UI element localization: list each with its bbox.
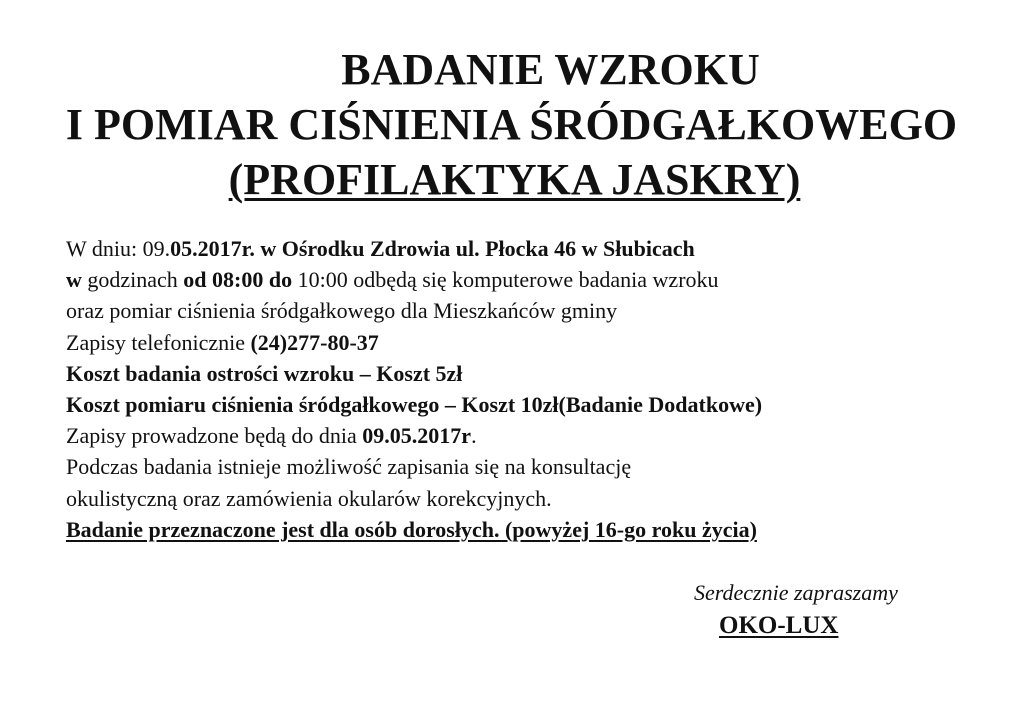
deadline-date: 09.05.2017r [362, 423, 472, 449]
notice-body [66, 233, 996, 545]
cost-vision: Koszt badania ostrości wzroku – Koszt 5zł [66, 360, 463, 386]
signature: OKO-LUX [719, 612, 839, 639]
date-location: 05.2017r. w Ośrodku Zdrowia ul. Płocka 46 w Słubicach [170, 236, 695, 261]
body-line-date [66, 233, 996, 264]
closing-greeting: Serdecznie zapraszamy [694, 580, 898, 605]
body-line-consultation: Podczas badania istnieje możliwość zapisania się na konsultację [66, 454, 632, 480]
body-line-cost-vision [66, 358, 996, 389]
body-line-hours [66, 264, 996, 295]
body-line-adults [66, 514, 996, 545]
deadline-label: Zapisy prowadzone będą do dnia [66, 423, 363, 449]
hours-from-to: od 08:00 do [183, 267, 293, 293]
hours-w: w [66, 267, 82, 293]
title-line-2: I POMIAR CIŚNIENIA ŚRÓDGAŁKOWEGO [65, 100, 958, 149]
deadline-period: . [471, 423, 477, 449]
phone-label: Zapisy telefonicznie [66, 329, 251, 355]
hours-text: godzinach [81, 267, 184, 293]
title-line-1: BADANIE WZROKU [341, 45, 760, 94]
phone-number: (24)277-80-37 [250, 329, 379, 355]
title-line-3 [3, 156, 1023, 204]
body-line-glasses: okulistyczną oraz zamówienia okularów korekcyjnych. [66, 485, 552, 511]
body-line-pressure: oraz pomiar ciśnienia śródgałkowego dla Mieszkańców gminy [66, 298, 618, 324]
body-line-phone [66, 327, 996, 358]
adults-notice: Badanie przeznaczone jest dla osób dorosłych. (powyżej 16-go roku życia) [66, 516, 757, 542]
date-prefix: W dniu: 09. [66, 236, 171, 261]
cost-pressure: Koszt pomiaru ciśnienia śródgałkowego – Koszt 10zł(Badanie Dodatkowe) [66, 391, 763, 417]
hours-rest: 10:00 odbędą się komputerowe badania wzroku [292, 267, 719, 293]
body-line-cost-pressure [66, 389, 996, 420]
body-line-deadline [66, 420, 996, 451]
title-line-3-text: (PROFILAKTYKA JASKRY) [228, 155, 801, 204]
